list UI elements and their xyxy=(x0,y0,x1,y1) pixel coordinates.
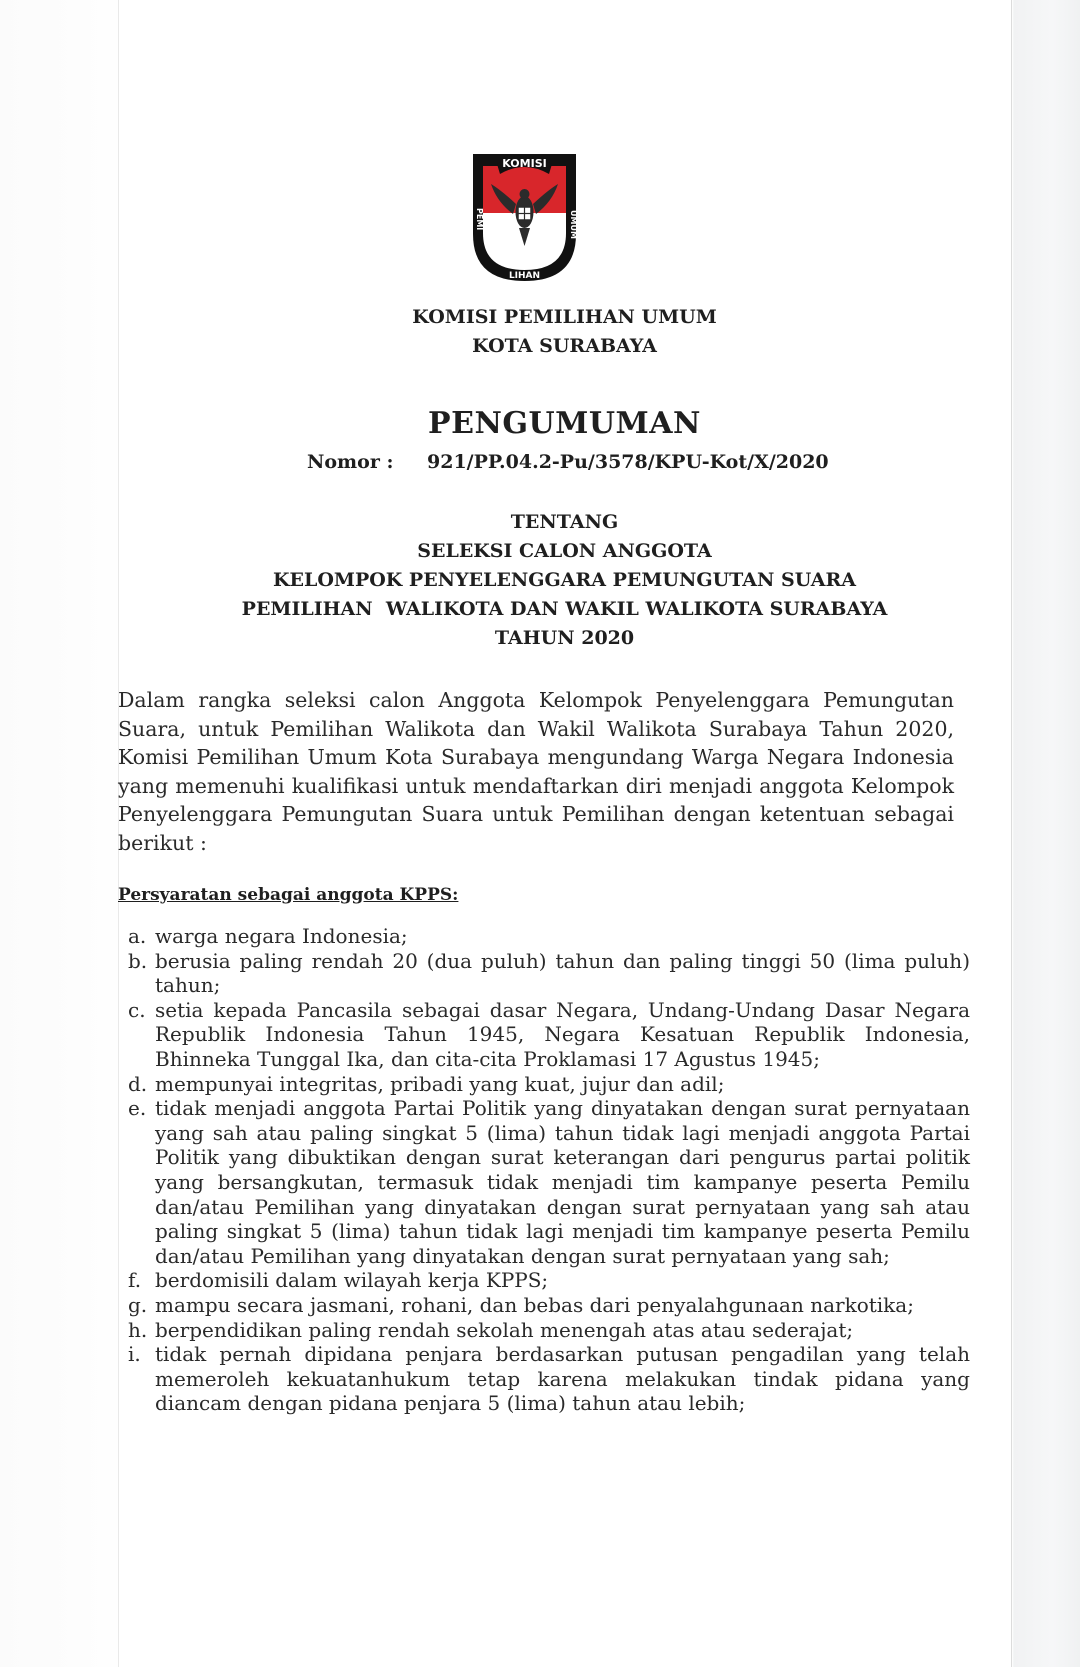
list-item-text: mampu secara jasmani, rohani, dan bebas dari penyalahgunaan narkotika; xyxy=(155,1292,914,1317)
subject-line: TAHUN 2020 xyxy=(494,627,635,649)
list-item xyxy=(128,1268,970,1293)
organization-name xyxy=(118,303,1011,361)
document-subject xyxy=(118,508,1011,653)
list-item-text: berpendidikan paling rendah sekolah menengah atas atau sederajat; xyxy=(155,1317,854,1342)
list-marker: a. xyxy=(128,924,147,948)
list-marker: e. xyxy=(128,1096,147,1121)
scan-margin-left xyxy=(0,0,118,1667)
list-item xyxy=(128,1096,970,1268)
list-item-text: tidak pernah dipidana penjara berdasarkan putusan pengadilan yang telah memeroleh kekuatanhukum tetap karena melakukan tindak pidana yang diancam dengan pidana penjara 5 (lima) tahun atau lebih; xyxy=(155,1342,970,1416)
list-item xyxy=(128,998,970,1072)
scan-margin-right xyxy=(1011,0,1080,1667)
subject-line: TENTANG xyxy=(510,511,619,533)
list-item-text: mempunyai integritas, pribadi yang kuat, jujur dan adil; xyxy=(155,1071,725,1096)
subject-line: KELOMPOK PENYELENGGARA PEMUNGUTAN SUARA xyxy=(273,569,856,591)
list-item-text: warga negara Indonesia; xyxy=(155,924,408,948)
list-item-text: berdomisili dalam wilayah kerja KPPS; xyxy=(155,1268,549,1293)
document-number-label: Nomor : xyxy=(307,451,394,473)
list-item xyxy=(128,1342,970,1416)
list-item-text: tidak menjadi anggota Partai Politik yang dinyatakan dengan surat pernyataan yang sah atau paling singkat 5 (lima) tahun tidak lagi menjadi anggota Partai Politik yang dibuktikan dengan surat keterangan dari pengurus partai politik yang bersangkutan, termasuk tidak menjadi tim kampanye peserta Pemilu dan/atau Pemilihan yang dinyatakan dengan surat pernyataan yang sah atau paling singkat 5 (lima) tahun tidak lagi menjadi tim kampanye peserta Pemilu dan/atau Pemilihan yang dinyatakan dengan surat pernyataan yang sah; xyxy=(155,1096,970,1268)
list-marker: c. xyxy=(128,997,146,1022)
list-item xyxy=(128,1293,970,1318)
list-item-text: setia kepada Pancasila sebagai dasar Negara, Undang-Undang Dasar Negara Republik Indonesia Tahun 1945, Negara Kesatuan Republik Indonesia, Bhinneka Tunggal Ika, dan cita-cita Proklamasi 17 Agustus 1945; xyxy=(155,997,970,1071)
list-marker: b. xyxy=(128,948,148,973)
list-item-text: berusia paling rendah 20 (dua puluh) tahun dan paling tinggi 50 (lima puluh) tahun; xyxy=(155,948,970,998)
kpu-emblem-icon xyxy=(467,150,582,285)
document-page xyxy=(118,0,1011,1667)
subject-line: SELEKSI CALON ANGGOTA xyxy=(417,540,712,562)
org-line-2: KOTA SURABAYA xyxy=(472,335,657,357)
list-marker: h. xyxy=(128,1317,148,1342)
list-item xyxy=(128,1072,970,1097)
list-item xyxy=(128,1318,970,1343)
org-line-1: KOMISI PEMILIHAN UMUM xyxy=(412,306,717,328)
intro-paragraph: Dalam rangka seleksi calon Anggota Kelompok Penyelenggara Pemungutan Suara, untuk Pemilihan Walikota dan Wakil Walikota Surabaya Tahun 2020, Komisi Pemilihan Umum Kota Surabaya mengundang Warga Negara Indonesia yang memenuhi kualifikasi untuk mendaftarkan diri menjadi anggota Kelompok Penyelenggara Pemungutan Suara untuk Pemilihan dengan ketentuan sebagai berikut : xyxy=(118,688,954,855)
document-number-value: 921/PP.04.2-Pu/3578/KPU-Kot/X/2020 xyxy=(427,451,829,473)
requirements-list xyxy=(128,924,970,1416)
document-number xyxy=(307,451,829,473)
document-title: PENGUMUMAN xyxy=(428,406,701,441)
list-item xyxy=(128,924,970,949)
logo-text-bottom: LIHAN xyxy=(508,271,541,281)
logo-text-left: PEMI xyxy=(475,208,484,231)
logo-text-top: KOMISI xyxy=(502,157,547,170)
list-marker: f. xyxy=(128,1268,142,1293)
list-marker: g. xyxy=(128,1292,148,1317)
list-marker: d. xyxy=(128,1071,148,1096)
list-item xyxy=(128,949,970,998)
list-marker: i. xyxy=(128,1342,141,1367)
requirements-heading: Persyaratan sebagai anggota KPPS: xyxy=(118,885,459,905)
subject-line: PEMILIHAN WALIKOTA DAN WAKIL WALIKOTA SURABAYA xyxy=(241,598,888,620)
logo-text-right: UMUM xyxy=(569,210,578,239)
